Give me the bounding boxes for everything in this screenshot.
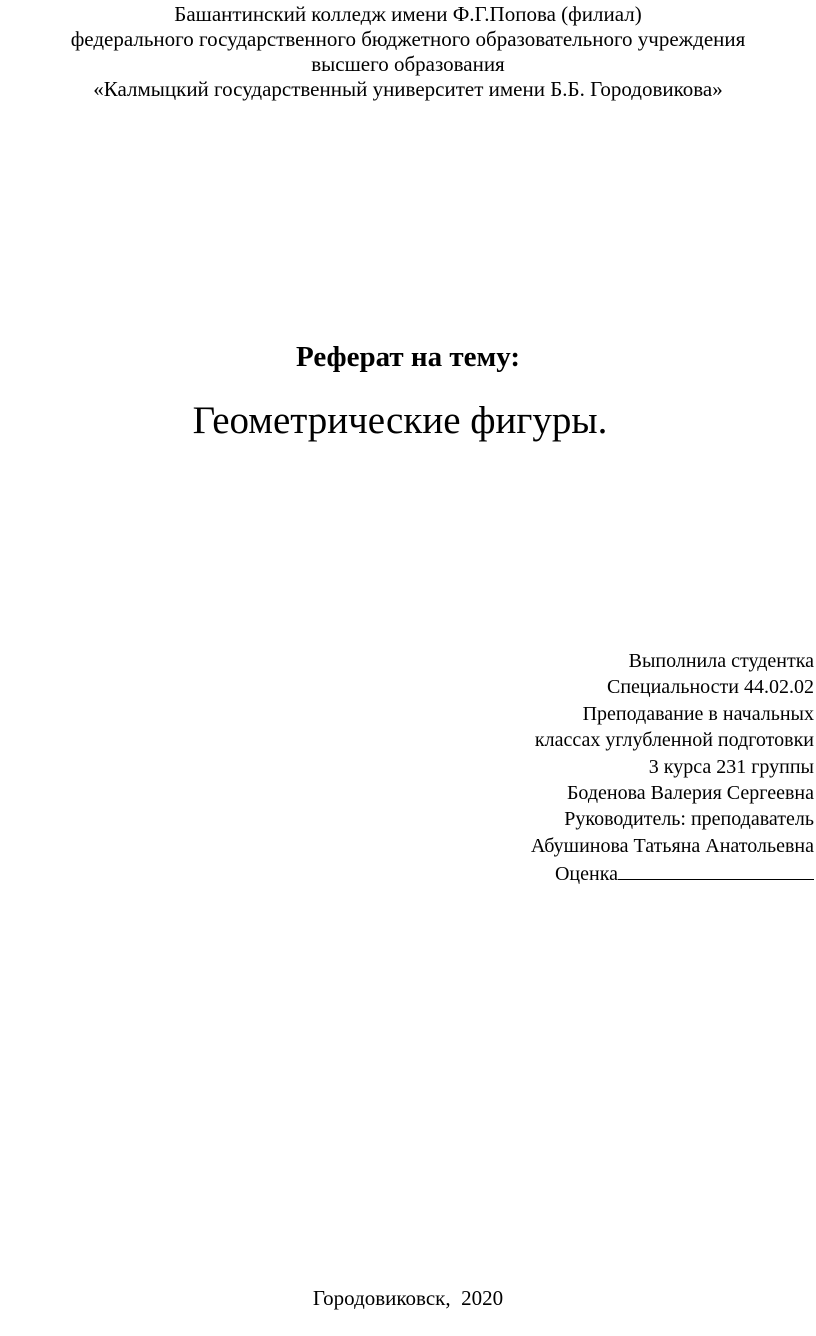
city-year-footer: Городовиковск, 2020 bbox=[312, 1286, 504, 1310]
header-line-federal: федерального государственного бюджетного образовательного учреждения bbox=[70, 27, 746, 51]
header-line-university: «Калмыцкий государственный университет имени Б.Б. Городовикова» bbox=[93, 77, 723, 101]
performed-by-line: Выполнила студентка bbox=[628, 650, 814, 672]
grade-line bbox=[531, 859, 814, 887]
essay-topic: Геометрические фигуры. bbox=[192, 399, 608, 442]
author-info-block bbox=[531, 648, 814, 888]
program-line-1: Преподавание в начальных bbox=[582, 702, 814, 725]
essay-label: Реферат на тему: bbox=[296, 341, 520, 373]
grade-blank bbox=[618, 859, 814, 880]
student-name: Боденова Валерия Сергеевна bbox=[566, 782, 814, 805]
supervisor-name: Абушинова Татьяна Анатольевна bbox=[530, 834, 814, 857]
institution-header bbox=[0, 2, 816, 102]
specialty-line: Специальности 44.02.02 bbox=[606, 676, 814, 699]
header-line-college: Башантинский колледж имени Ф.Г.Попова (филиал) bbox=[174, 2, 642, 26]
program-line-2: классах углубленной подготовки bbox=[534, 729, 814, 752]
grade-label: Оценка bbox=[554, 863, 618, 886]
supervisor-label: Руководитель: преподаватель bbox=[564, 808, 814, 831]
course-group-line: 3 курса 231 группы bbox=[648, 755, 814, 778]
header-line-education: высшего образования bbox=[311, 52, 505, 76]
